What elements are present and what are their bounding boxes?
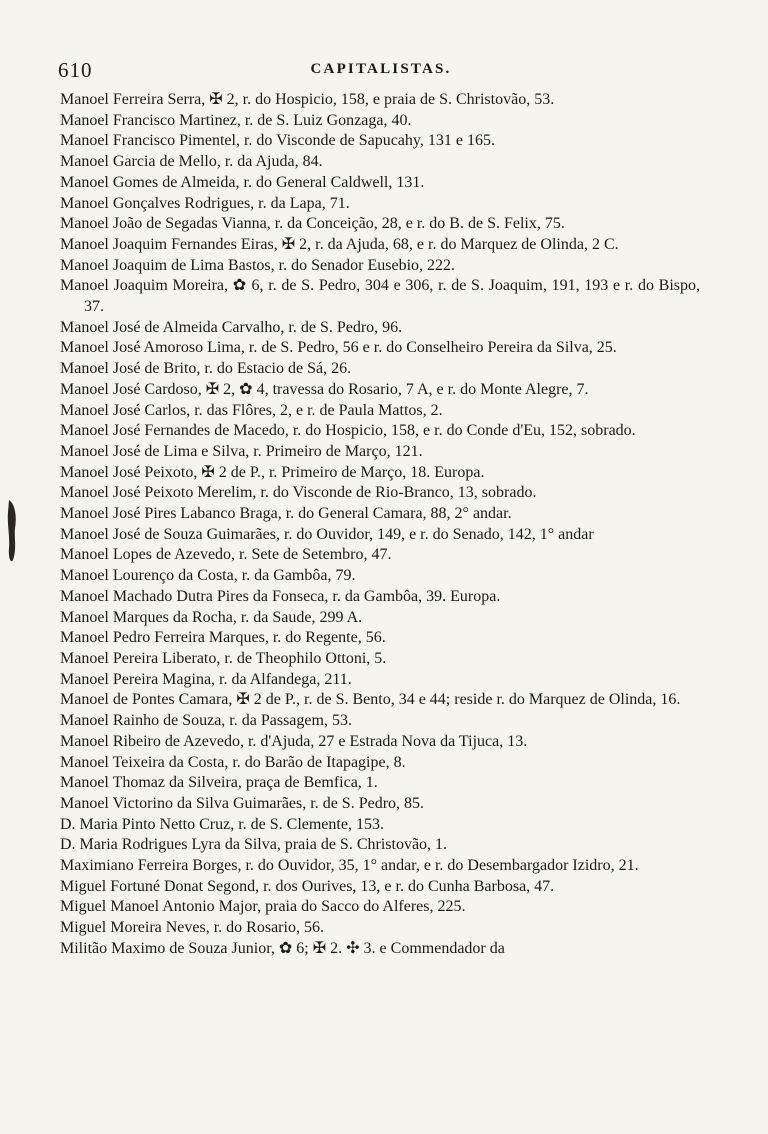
list-item: Manoel Pedro Ferreira Marques, r. do Regente, 56. [60, 629, 386, 647]
list-item: Manoel Francisco Pimentel, r. do Visconde de Sapucahy, 131 e 165. [60, 132, 495, 150]
list-item: Manoel Rainho de Souza, r. da Passagem, 53. [60, 712, 352, 730]
list-item: Manoel José Fernandes de Macedo, r. do Hospicio, 158, e r. do Conde d'Eu, 152, sobrado. [60, 422, 636, 440]
list-item: Manoel Machado Dutra Pires da Fonseca, r. da Gambôa, 39. Europa. [60, 587, 501, 605]
list-item: Manoel Teixeira da Costa, r. do Barão de Itapagipe, 8. [60, 753, 406, 771]
list-item: Manoel Joaquim Fernandes Eiras, ✠ 2, r. da Ajuda, 68, e r. do Marquez de Olinda, 2 C. [60, 235, 619, 253]
list-item: Manoel Lourenço da Costa, r. da Gambôa, 79. [60, 567, 356, 585]
list-item: Manoel Pereira Magina, r. da Alfandega, 211. [60, 670, 352, 688]
list-item: Manoel José Amoroso Lima, r. de S. Pedro, 56 e r. do Conselheiro Pereira da Silva, 25. [60, 339, 617, 357]
list-item: Manoel José de Brito, r. do Estacio de Sá, 26. [60, 360, 352, 378]
list-item: Manoel Thomaz da Silveira, praça de Bemfica, 1. [60, 774, 378, 792]
list-item: D. Maria Rodrigues Lyra da Silva, praia de S. Christovão, 1. [60, 836, 448, 854]
list-item: Militão Maximo de Souza Junior, ✿ 6; ✠ 2. ✣ 3. e Commendador da [60, 939, 505, 957]
list-item: Maximiano Ferreira Borges, r. do Ouvidor, 35, 1° andar, e r. do Desembargador Izidro, 21. [60, 857, 639, 875]
list-item: Manoel Ribeiro de Azevedo, r. d'Ajuda, 27 e Estrada Nova da Tijuca, 13. [60, 732, 528, 750]
list-item: Manoel Gonçalves Rodrigues, r. da Lapa, 71. [60, 194, 350, 212]
list-item: Manoel Lopes de Azevedo, r. Sete de Setembro, 47. [60, 546, 392, 564]
running-title: CAPITALISTAS. [310, 61, 452, 77]
list-item: Manoel João de Segadas Vianna, r. da Conceição, 28, e r. do B. de S. Felix, 75. [60, 215, 565, 233]
list-item: Manoel Ferreira Serra, ✠ 2, r. do Hospicio, 158, e praia de S. Christovão, 53. [60, 91, 555, 108]
list-item: Manoel Gomes de Almeida, r. do General Caldwell, 131. [60, 173, 425, 191]
list-item: Manoel Garcia de Mello, r. da Ajuda, 84. [60, 153, 323, 171]
list-item: D. Maria Pinto Netto Cruz, r. de S. Clemente, 153. [60, 815, 384, 833]
list-item: Manoel José Peixoto Merelim, r. do Visconde de Rio-Branco, 13, sobrado. [60, 484, 537, 502]
page-number: 610 [58, 58, 93, 82]
list-item: Manoel José de Souza Guimarães, r. do Ouvidor, 149, e r. do Senado, 142, 1° andar [60, 525, 594, 543]
list-item: Miguel Moreira Neves, r. do Rosario, 56. [60, 919, 324, 937]
list-item: Miguel Manoel Antonio Major, praia do Sacco do Alferes, 225. [60, 898, 466, 916]
list-item: Manoel Victorino da Silva Guimarães, r. de S. Pedro, 85. [60, 794, 425, 812]
entry-list [60, 90, 700, 960]
list-item: Manoel Francisco Martinez, r. de S. Luiz Gonzaga, 40. [60, 111, 412, 129]
ink-blot-mark [6, 498, 18, 564]
list-item: Manoel José Cardoso, ✠ 2, ✿ 4, travessa do Rosario, 7 A, e r. do Monte Alegre, 7. [60, 380, 589, 398]
list-item: Manoel Marques da Rocha, r. da Saude, 299 A. [60, 608, 363, 626]
list-item: Manoel Pereira Liberato, r. de Theophilo Ottoni, 5. [60, 649, 387, 667]
list-item: Manoel de Pontes Camara, ✠ 2 de P., r. de S. Bento, 34 e 44; reside r. do Marquez de Olinda, 16. [60, 691, 681, 709]
list-item: Manoel José de Lima e Silva, r. Primeiro de Março, 121. [60, 442, 423, 460]
page-header [58, 58, 704, 84]
list-item: Miguel Fortuné Donat Segond, r. dos Ourives, 13, e r. do Cunha Barbosa, 47. [60, 877, 555, 895]
list-item: Manoel José Pires Labanco Braga, r. do General Camara, 88, 2° andar. [60, 505, 512, 523]
list-item: Manoel José Carlos, r. das Flôres, 2, e r. de Paula Mattos, 2. [60, 401, 443, 419]
list-item: Manoel José Peixoto, ✠ 2 de P., r. Primeiro de Março, 18. Europa. [60, 463, 485, 481]
list-item: Manoel Joaquim Moreira, ✿ 6, r. de S. Pedro, 304 e 306, r. de S. Joaquim, 191, 193 e r. do Bispo, 37. [60, 277, 700, 316]
list-item: Manoel José de Almeida Carvalho, r. de S. Pedro, 96. [60, 318, 403, 336]
list-item: Manoel Joaquim de Lima Bastos, r. do Senador Eusebio, 222. [60, 256, 456, 274]
